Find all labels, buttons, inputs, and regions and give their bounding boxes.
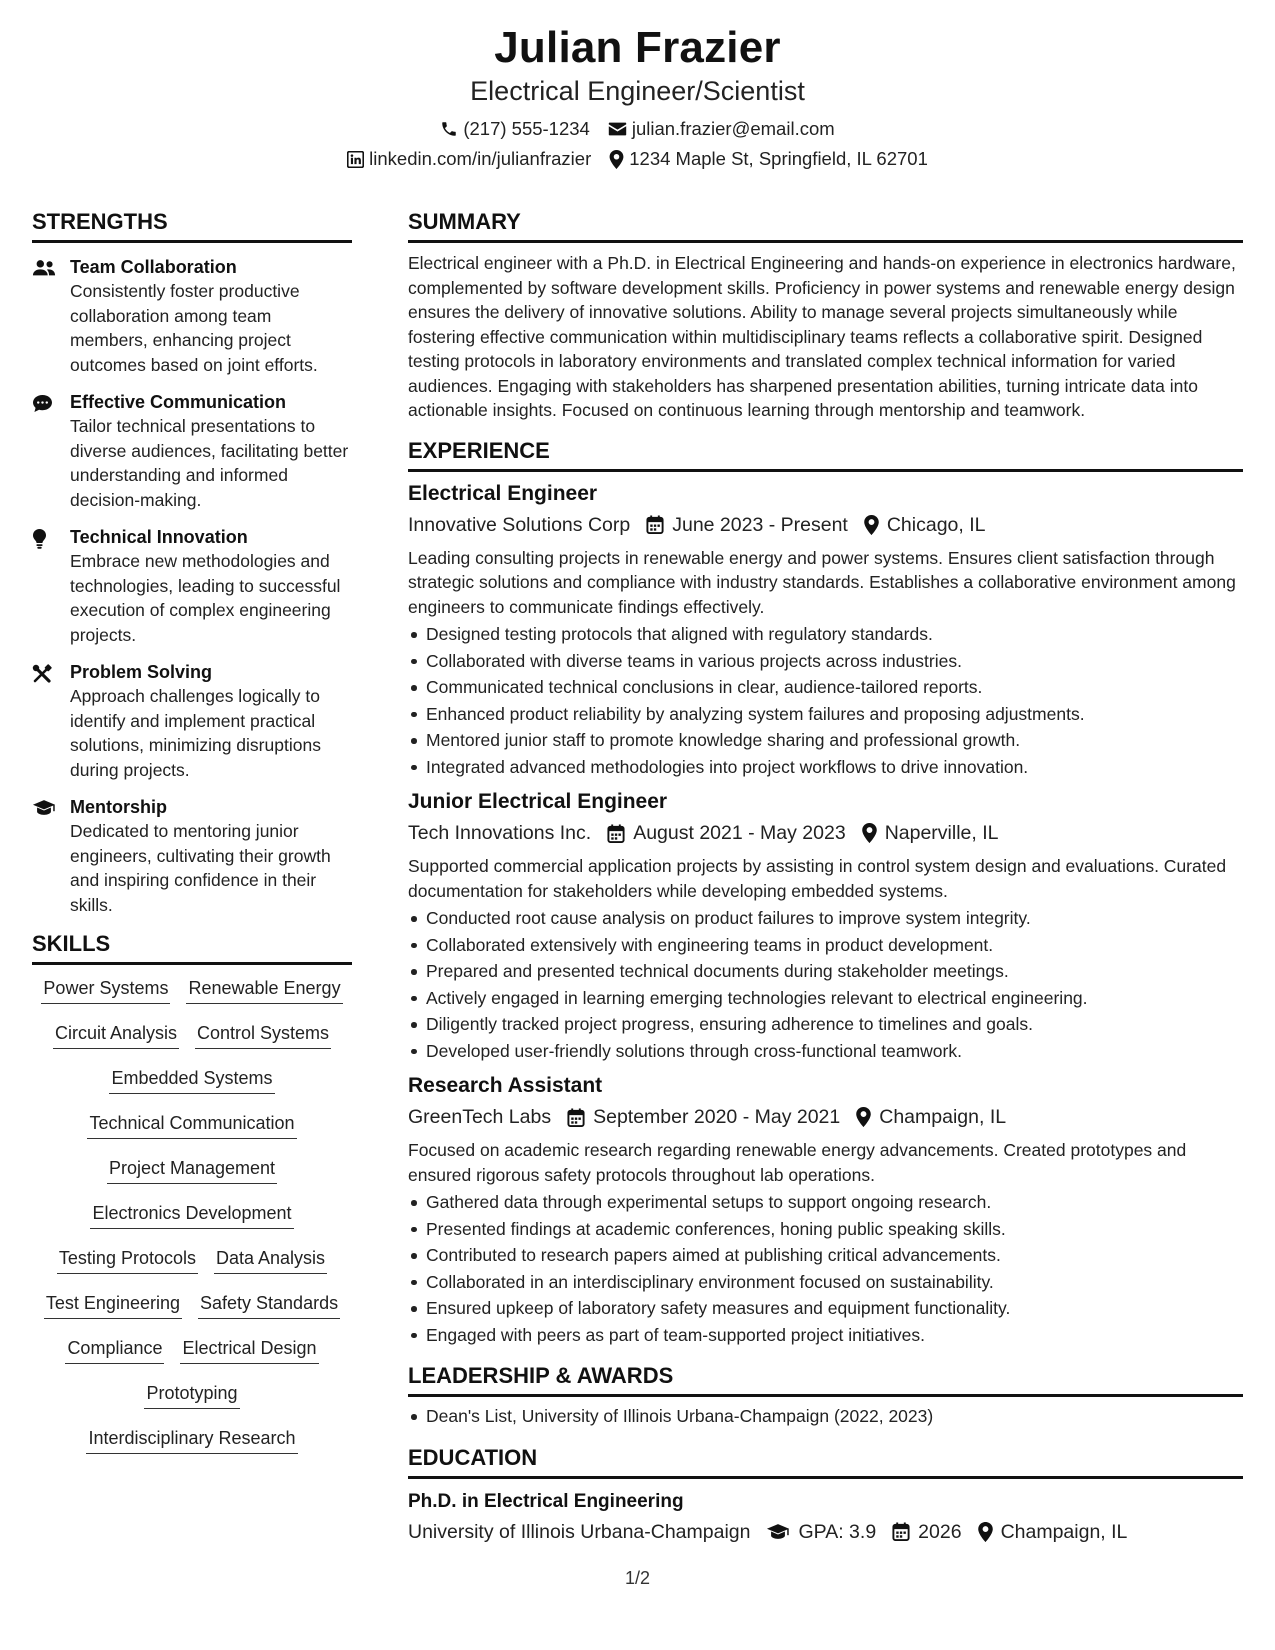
phone-icon: [440, 120, 458, 138]
skill-tag: Interdisciplinary Research: [86, 1425, 297, 1454]
leadership-section: [408, 1362, 1243, 1430]
degree-title: Ph.D. in Electrical Engineering: [408, 1490, 684, 1512]
strength-item: [32, 795, 352, 917]
right-column: [408, 208, 1243, 1561]
list-item: Engaged with peers as part of team-supported project initiatives.: [408, 1322, 1243, 1349]
strengths-heading: STRENGTHS: [32, 208, 352, 243]
linkedin-text[interactable]: linkedin.com/in/julianfrazier: [369, 148, 592, 169]
strength-title: Team Collaboration: [70, 257, 237, 277]
list-item: Enhanced product reliability by analyzing system failures and proposing adjustments.: [408, 701, 1243, 728]
page-number: 1/2: [624, 1568, 651, 1588]
strength-title: Technical Innovation: [70, 527, 248, 547]
graduation-cap-icon: [766, 1523, 790, 1540]
strength-title: Problem Solving: [70, 662, 213, 682]
job-meta: [408, 818, 1243, 848]
list-item: Actively engaged in learning emerging technologies relevant to electrical engineering.: [408, 985, 1243, 1012]
strength-desc: Dedicated to mentoring junior engineers, cultivating their growth and inspiring confidence in their skills.: [70, 821, 331, 915]
list-item: Dean's List, University of Illinois Urbana-Champaign (2022, 2023): [408, 1403, 1243, 1430]
calendar-icon: [567, 1108, 585, 1127]
skill-tag: Circuit Analysis: [53, 1020, 179, 1049]
list-item: Diligently tracked project progress, ensuring adherence to timelines and goals.: [408, 1011, 1243, 1038]
job-bullets: [408, 905, 1243, 1064]
skill-tag: Compliance: [65, 1335, 164, 1364]
skill-tag: Project Management: [107, 1155, 277, 1184]
experience-section: [408, 437, 1243, 1349]
envelope-icon: [608, 121, 627, 137]
strength-item: [32, 525, 352, 647]
list-item: Collaborated extensively with engineering teams in product development.: [408, 932, 1243, 959]
job-title: Junior Electrical Engineer: [408, 790, 668, 813]
strength-desc: Tailor technical presentations to diverse audiences, facilitating better understanding and informed decision-making.: [70, 416, 349, 510]
job-description: Focused on academic research regarding renewable energy advancements. Created prototypes and ensured rigorous safety protocols throughout lab operations.: [408, 1140, 1187, 1185]
skill-tag: Testing Protocols: [57, 1245, 198, 1274]
chat-bubble-icon: [32, 394, 53, 413]
strength-item: [32, 660, 352, 782]
job-dates: September 2020 - May 2021: [593, 1106, 841, 1128]
linkedin-contact[interactable]: [347, 144, 591, 174]
job-meta: [408, 510, 1243, 540]
job-meta: [408, 1102, 1243, 1132]
skills-section: [32, 930, 352, 1470]
map-pin-icon: [864, 515, 879, 535]
resume-header: [0, 22, 1275, 174]
job-title: Electrical Engineer: [408, 481, 598, 505]
list-item: Developed user-friendly solutions through cross-functional teamwork.: [408, 1038, 1243, 1065]
job-entry: [408, 788, 1243, 1064]
strengths-list: [32, 255, 352, 917]
address-text: 1234 Maple St, Springfield, IL 62701: [629, 148, 928, 169]
skill-tag: Electrical Design: [180, 1335, 318, 1364]
list-item: Designed testing protocols that aligned with regulatory standards.: [408, 621, 1243, 648]
leadership-heading: LEADERSHIP & AWARDS: [408, 1362, 1243, 1397]
map-pin-icon: [862, 823, 877, 843]
list-item: Conducted root cause analysis on product failures to improve system integrity.: [408, 905, 1243, 932]
gpa-text: GPA: 3.9: [798, 1520, 877, 1543]
education-location: Champaign, IL: [1000, 1520, 1128, 1543]
users-icon: [32, 259, 56, 277]
contact-row-1: [0, 114, 1275, 144]
job-location: Champaign, IL: [879, 1106, 1007, 1128]
address-contact: [609, 144, 928, 174]
list-item: Gathered data through experimental setups to support ongoing research.: [408, 1189, 1243, 1216]
job-company: Tech Innovations Inc.: [408, 822, 592, 844]
skill-tag: Control Systems: [195, 1020, 331, 1049]
job-location: Chicago, IL: [886, 513, 986, 536]
skill-tag: Prototyping: [144, 1380, 239, 1409]
job-title: Research Assistant: [408, 1074, 603, 1097]
left-column: [32, 208, 352, 1470]
tools-icon: [32, 664, 52, 684]
graduation-cap-icon: [32, 799, 56, 816]
list-item: Mentored junior staff to promote knowledge sharing and professional growth.: [408, 727, 1243, 754]
skill-tag: Renewable Energy: [186, 975, 342, 1004]
strength-item: [32, 255, 352, 377]
candidate-name: Julian Frazier: [494, 23, 781, 72]
job-entry: [408, 1072, 1243, 1348]
strength-desc: Consistently foster productive collaboration among team members, enhancing project outcomes based on joint efforts.: [70, 281, 318, 375]
lightbulb-icon: [32, 529, 47, 549]
calendar-icon: [607, 824, 625, 843]
map-pin-icon: [609, 150, 624, 169]
calendar-icon: [646, 515, 664, 534]
job-company: Innovative Solutions Corp: [408, 513, 631, 536]
strength-desc: Approach challenges logically to identify and implement practical solutions, minimizing disruptions during projects.: [70, 686, 321, 780]
map-pin-icon: [856, 1107, 871, 1127]
job-company: GreenTech Labs: [408, 1106, 552, 1128]
graduation-year: 2026: [918, 1520, 962, 1543]
email-contact[interactable]: [608, 114, 835, 144]
summary-heading: SUMMARY: [408, 208, 1243, 243]
email-text[interactable]: julian.frazier@email.com: [631, 118, 835, 139]
list-item: Ensured upkeep of laboratory safety measures and equipment functionality.: [408, 1295, 1243, 1322]
strength-title: Mentorship: [70, 797, 167, 817]
job-location: Naperville, IL: [884, 822, 999, 844]
skill-tag: Safety Standards: [198, 1290, 340, 1319]
list-item: Collaborated in an interdisciplinary environment focused on sustainability.: [408, 1269, 1243, 1296]
summary-section: [408, 208, 1243, 423]
job-dates: June 2023 - Present: [672, 513, 848, 536]
list-item: Contributed to research papers aimed at publishing critical advancements.: [408, 1242, 1243, 1269]
skill-tag: Power Systems: [41, 975, 170, 1004]
strength-title: Effective Communication: [70, 392, 287, 412]
phone-text: (217) 555-1234: [463, 118, 590, 139]
education-meta: [408, 1517, 1243, 1547]
strength-item: [32, 390, 352, 512]
list-item: Presented findings at academic conferences, honing public speaking skills.: [408, 1216, 1243, 1243]
skill-tag: Test Engineering: [44, 1290, 182, 1319]
list-item: Integrated advanced methodologies into project workflows to drive innovation.: [408, 754, 1243, 781]
map-pin-icon: [978, 1522, 993, 1542]
job-description: Leading consulting projects in renewable energy and power systems. Ensures client satisfaction through strategic solutions and compliance with industry standards. Establishes a collaborative environment among engineers to communicate findings effectively.: [408, 547, 1236, 617]
education-heading: EDUCATION: [408, 1444, 1243, 1479]
linkedin-icon: [347, 151, 364, 168]
list-item: Prepared and presented technical documents during stakeholder meetings.: [408, 958, 1243, 985]
job-dates: August 2021 - May 2023: [633, 822, 846, 844]
skills-list: [32, 975, 352, 1470]
skill-tag: Electronics Development: [90, 1200, 293, 1229]
job-bullets: [408, 1189, 1243, 1348]
experience-heading: EXPERIENCE: [408, 437, 1243, 472]
education-section: [408, 1444, 1243, 1547]
school-name: University of Illinois Urbana-Champaign: [408, 1520, 751, 1543]
summary-text: Electrical engineer with a Ph.D. in Electrical Engineering and hands-on experience in electronics hardware, complemented by software development skills. Proficiency in power systems and renewable energy design ensures the delivery of innovative solutions. Ability to manage several projects simultaneously while fostering effective communication within multidisciplinary teams reflects a collaborative spirit. Designed testing protocols in laboratory environments and translated complex technical information for varied audiences. Engaging with stakeholders has sharpened presentation abilities, turning intricate data into actionable insights. Focused on continuous learning through mentorship and teamwork.: [408, 253, 1236, 420]
leadership-list: [408, 1403, 1243, 1430]
strength-desc: Embrace new methodologies and technologies, leading to successful execution of complex engineering projects.: [70, 551, 341, 645]
job-description: Supported commercial application projects by assisting in control system design and evaluations. Curated documentation for stakeholders while developing embedded systems.: [408, 856, 1227, 901]
phone-contact: [440, 114, 590, 144]
job-bullets: [408, 621, 1243, 780]
list-item: Communicated technical conclusions in clear, audience-tailored reports.: [408, 674, 1243, 701]
calendar-icon: [892, 1522, 910, 1541]
job-entry: [408, 480, 1243, 781]
skill-tag: Data Analysis: [214, 1245, 327, 1274]
skill-tag: Embedded Systems: [109, 1065, 274, 1094]
contact-row-2: [0, 144, 1275, 174]
skill-tag: Technical Communication: [87, 1110, 296, 1139]
skills-heading: SKILLS: [32, 930, 352, 965]
list-item: Collaborated with diverse teams in various projects across industries.: [408, 648, 1243, 675]
candidate-title: Electrical Engineer/Scientist: [470, 76, 805, 106]
